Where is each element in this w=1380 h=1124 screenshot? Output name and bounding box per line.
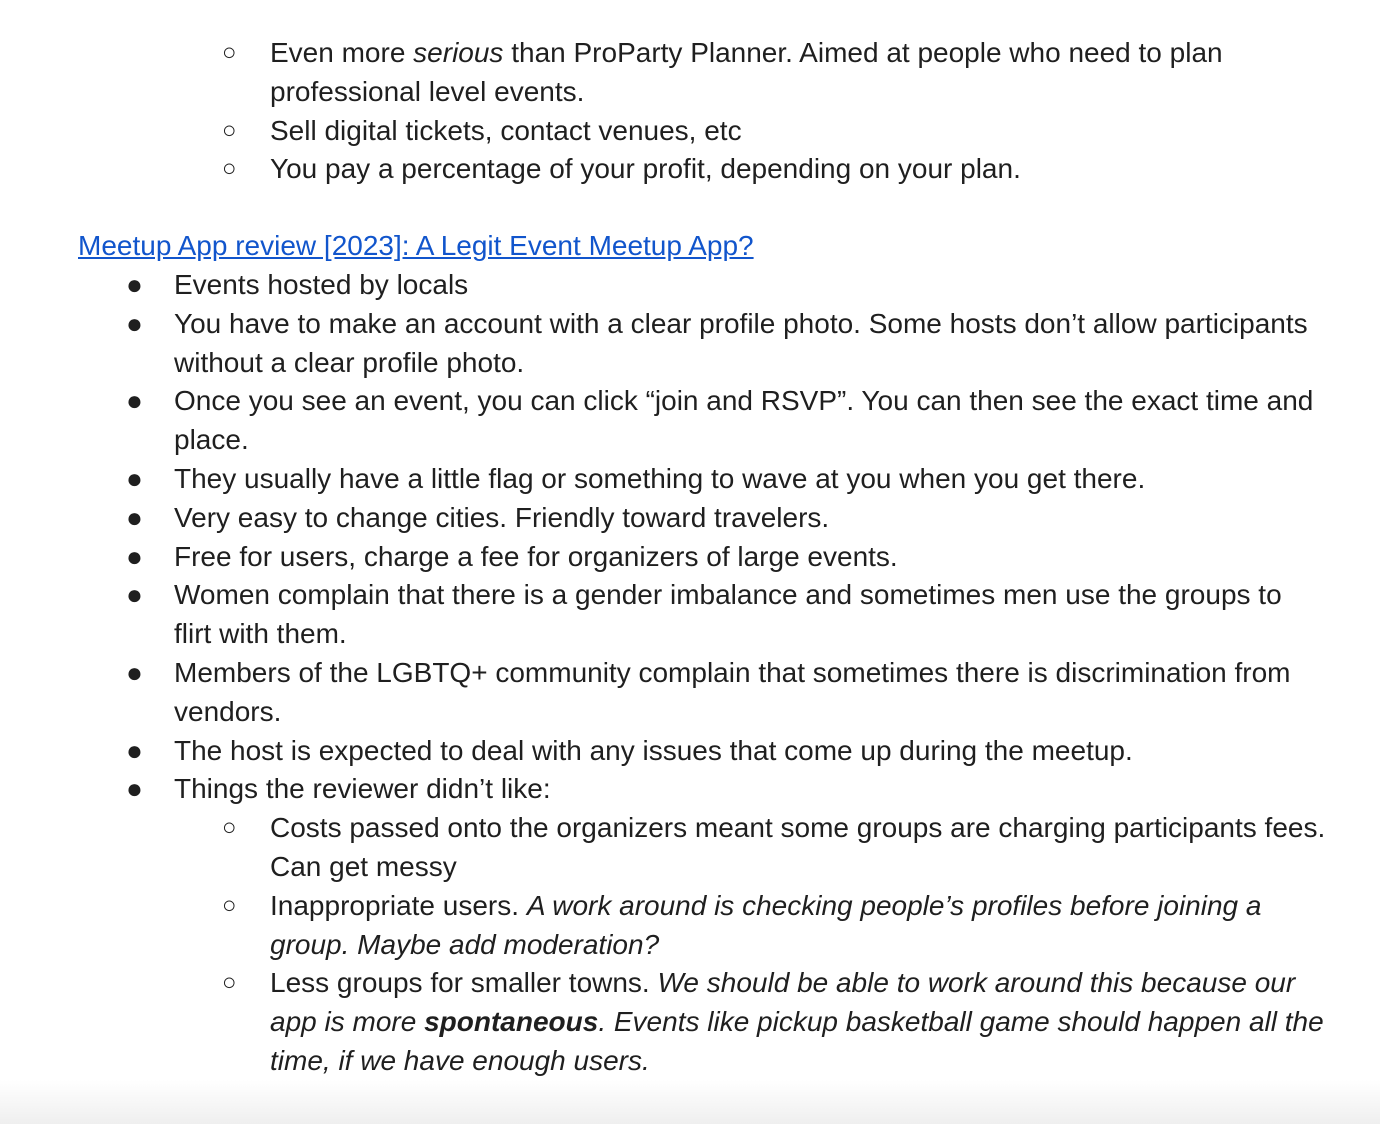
list-item [0,964,1330,1080]
meetup-review-link[interactable]: Meetup App review [2023]: A Legit Event Meetup App? [78,230,754,262]
item-text: Costs passed onto the organizers meant some groups are charging participants fees. Can get messy [270,812,1326,882]
item-text: You have to make an account with a clear profile photo. Some hosts don’t allow participants without a clear profile photo. [174,307,1308,378]
list-item [0,34,1280,112]
item-text: You pay a percentage of your profit, depending on your plan. [270,153,1021,185]
solid-bullet-icon: ● [126,385,143,417]
item-text: than ProParty Planner. Aimed at people who need to plan professional level events. [270,37,1223,107]
item-text: Women complain that there is a gender imbalance and sometimes men use the groups to flirt with them. [174,579,1282,650]
solid-bullet-icon: ● [126,268,143,300]
item-emphasis: . Events like pickup basketball game should happen all the time, if we have enough users. [270,1006,1324,1076]
item-text: Events hosted by locals [174,268,469,300]
solid-bullet-icon: ● [126,773,143,805]
dislikes-sublist [0,809,1380,1081]
review-heading [0,227,1380,266]
list-item [0,382,1324,460]
list-item [0,887,1330,965]
item-text: Less groups for smaller towns. [270,967,658,999]
solid-bullet-icon: ● [126,656,143,688]
item-text: Things the reviewer didn’t like: [174,773,551,805]
solid-bullet-icon: ● [126,540,143,572]
list-item [0,809,1330,887]
list-item [0,576,1324,654]
hollow-bullet-icon: ○ [222,116,237,144]
item-text: Very easy to change cities. Friendly toward travelers. [174,501,830,533]
bottom-shadow [0,1080,1380,1124]
list-item [0,499,1324,538]
list-item [0,266,1324,305]
solid-bullet-icon: ● [126,734,143,766]
item-text: The host is expected to deal with any issues that come up during the meetup. [174,734,1133,766]
item-text: Sell digital tickets, contact venues, etc [270,114,742,146]
list-item [0,732,1324,771]
hollow-bullet-icon: ○ [222,891,237,919]
solid-bullet-icon: ● [126,579,143,611]
item-emphasis: serious [413,37,504,68]
hollow-bullet-icon: ○ [222,814,237,842]
list-item [0,305,1324,383]
list-item [0,538,1324,577]
item-text: Inappropriate users. [270,889,527,921]
document-body [0,34,1380,1081]
item-strong-emphasis: spontaneous [424,1006,599,1038]
list-item [0,460,1324,499]
item-text: Once you see an event, you can click “join and RSVP”. You can then see the exact time and place. [174,385,1314,456]
list-item [0,770,1324,809]
hollow-bullet-icon: ○ [222,155,237,183]
item-text: Even more [270,37,414,68]
item-emphasis: A work around is checking people’s profiles before joining a group. Maybe add moderation? [270,889,1262,960]
top-sublist [0,34,1380,189]
solid-bullet-icon: ● [126,501,143,533]
item-text: They usually have a little flag or something to wave at you when you get there. [174,462,1146,494]
item-text: Members of the LGBTQ+ community complain that sometimes there is discrimination from vendors. [174,656,1291,727]
meetup-bullet-list [0,266,1380,809]
solid-bullet-icon: ● [126,307,143,339]
list-item [0,150,1280,189]
list-item [0,112,1280,151]
hollow-bullet-icon: ○ [222,969,237,997]
hollow-bullet-icon: ○ [222,39,237,66]
item-text: Free for users, charge a fee for organizers of large events. [174,540,898,572]
list-item [0,654,1324,732]
item-emphasis: We should be able to work around this because our app is more [270,967,1296,1038]
solid-bullet-icon: ● [126,462,143,494]
